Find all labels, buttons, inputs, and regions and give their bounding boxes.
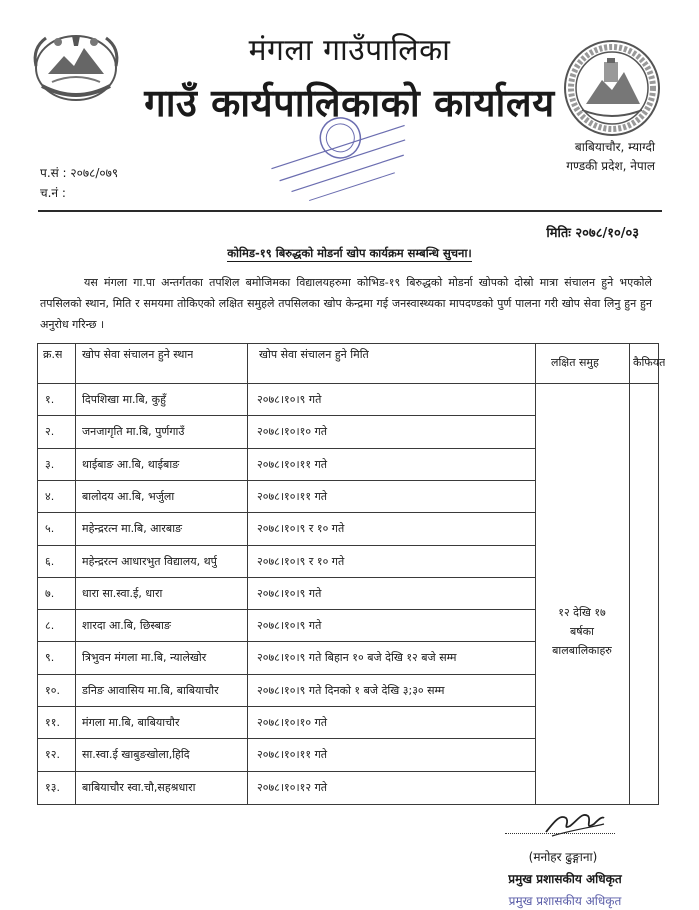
target-group-line-3: बालबालिकाहरु	[552, 644, 612, 657]
row-sn: १.	[45, 393, 55, 406]
row-sn: ७.	[45, 586, 55, 600]
row-date: २०७८।१०।९ गते बिहान १० बजे देखि १२ बजे सम्म	[257, 651, 457, 665]
column-divider	[75, 343, 76, 805]
vaccination-schedule-table	[37, 343, 666, 805]
signer-name: (मनोहर ढुङ्गाना)	[528, 850, 598, 864]
letter-date: मितिः २०७८/१०/०३	[546, 226, 639, 241]
row-date: २०७८।१०।९ र १० गते	[257, 522, 345, 536]
row-date: २०७८।१०।१० गते	[257, 716, 328, 729]
row-place: दिपशिखा मा.बि, कुहुँ	[82, 393, 166, 406]
row-place: बालोदय आ.बि, भर्जुला	[82, 489, 175, 503]
row-date: २०७८।१०।११ गते	[257, 489, 328, 503]
row-place: धारा सा.स्वा.ई, धारा	[82, 586, 163, 600]
table-border-left	[37, 343, 38, 805]
row-place: बाबियाचौर स्वा.चौ,सहश्रधारा	[82, 780, 196, 794]
row-sn: २.	[45, 425, 55, 439]
row-divider	[37, 577, 535, 578]
table-border-top	[37, 343, 659, 344]
row-date: २०७८।१०।९ गते दिनको १ बजे देखि ३;३० सम्म	[257, 683, 445, 697]
row-sn: १०.	[45, 683, 60, 697]
row-place: मंगला मा.बि, बाबियाचौर	[82, 716, 180, 729]
row-divider	[37, 738, 535, 739]
row-sn: ९.	[45, 651, 55, 665]
row-date: २०७८।१०।९ गते	[257, 586, 322, 600]
body-paragraph: यस मंगला गा.पा अन्तर्गतका तपशिल बमोजिमका विद्यालयहरुमा कोभिड-१९ बिरुद्धको मोडर्ना खोपको दोस्रो मात्रा संचालन हुने भएकोले तपसिलको स्थान, मिति र समयमा तोकिएको लक्षित समुहले तपसिलका खोप केन्द्रमा गई जनस्वास्थ्यका मापदण्डको पुर्ण पालना गरी खोप सेवा लिनु हुन हुन अनुरोध गरिन्छ ।	[40, 276, 652, 331]
row-date: २०७८।१०।९ गते	[257, 393, 322, 406]
row-divider	[37, 512, 535, 513]
header-row-divider	[37, 383, 659, 384]
row-divider	[37, 609, 535, 610]
office-name: गाउँ कार्यपालिकाको कार्यालय	[144, 81, 555, 125]
row-place: शारदा आ.बि, छिस्बाङ	[82, 619, 171, 633]
row-date: २०७८।१०।९ र १० गते	[257, 554, 345, 568]
header-divider	[38, 210, 662, 212]
row-place: थाईबाङ आ.बि, थाईबाङ	[82, 457, 180, 471]
row-sn: ६.	[45, 554, 55, 568]
row-date: २०७८।१०।९ गते	[257, 619, 322, 633]
signer-stamp-text: प्रमुख प्रशासकीय अधिकृत	[508, 894, 622, 908]
address-line-2: गण्डकी प्रदेश, नेपाल	[566, 159, 655, 173]
row-sn: ११.	[45, 716, 60, 729]
municipality-name: मंगला गाउँपालिका	[248, 33, 451, 68]
row-date: २०७८।१०।१० गते	[257, 425, 328, 439]
column-divider	[535, 343, 536, 805]
row-date: २०७८।१०।११ गते	[257, 748, 328, 762]
row-place: त्रिभुवन मंगला मा.बि, न्यालेखोर	[82, 651, 207, 665]
table-border-right	[658, 343, 659, 805]
target-group-line-1: १२ देखि १७	[558, 606, 606, 619]
row-sn: १३.	[45, 780, 60, 794]
row-place: सा.स्वा.ई खाबुङखोला,हिदि	[82, 748, 190, 762]
header-remarks: कैफियत	[633, 356, 666, 369]
row-date: २०७८।१०।११ गते	[257, 457, 328, 471]
dispatch-number: च.नं :	[40, 186, 66, 200]
reference-number: प.सं : २०७८/०७९	[40, 166, 119, 180]
row-place: महेन्द्ररत्न मा.बि, आरबाङ	[82, 522, 183, 536]
header-sn: क्र.स	[43, 348, 63, 361]
row-sn: ८.	[45, 619, 55, 633]
row-sn: ३.	[45, 457, 55, 471]
header-place: खोप सेवा संचालन हुने स्थान	[82, 348, 194, 361]
row-date: २०७८।१०।१२ गते	[257, 780, 328, 794]
signature-icon	[480, 800, 640, 844]
signer-title: प्रमुख प्रशासकीय अधिकृत	[508, 872, 622, 886]
row-divider	[37, 674, 535, 675]
row-divider	[37, 545, 535, 546]
row-divider	[37, 641, 535, 642]
target-group-line-2: बर्षका	[570, 625, 594, 638]
row-sn: १२.	[45, 748, 60, 762]
row-divider	[37, 480, 535, 481]
row-divider	[37, 415, 535, 416]
header-target-group: लक्षित समुह	[551, 356, 599, 369]
signature-line	[505, 833, 615, 834]
row-divider	[37, 706, 535, 707]
row-divider	[37, 771, 535, 772]
row-divider	[37, 448, 535, 449]
subject-text: कोमिड-१९ बिरुद्धको मोडर्ना खोप कार्यक्रम सम्बन्धि सुचना।	[227, 246, 472, 260]
column-divider	[247, 343, 248, 805]
header-date: खोप सेवा संचालन हुने मिति	[259, 348, 369, 361]
subject-line	[0, 246, 699, 261]
column-divider	[629, 343, 630, 805]
row-sn: ४.	[45, 489, 55, 503]
row-place: डनिङ आवासिय मा.बि, बाबियाचौर	[82, 683, 219, 697]
row-sn: ५.	[45, 522, 55, 536]
row-place: जनजागृति मा.बि, पुर्णगाउँ	[82, 425, 185, 439]
address-line-1: बाबियाचौर, म्याग्दी	[574, 140, 655, 154]
row-place: महेन्द्ररत्न आधारभुत विद्यालय, थर्पु	[82, 554, 217, 568]
